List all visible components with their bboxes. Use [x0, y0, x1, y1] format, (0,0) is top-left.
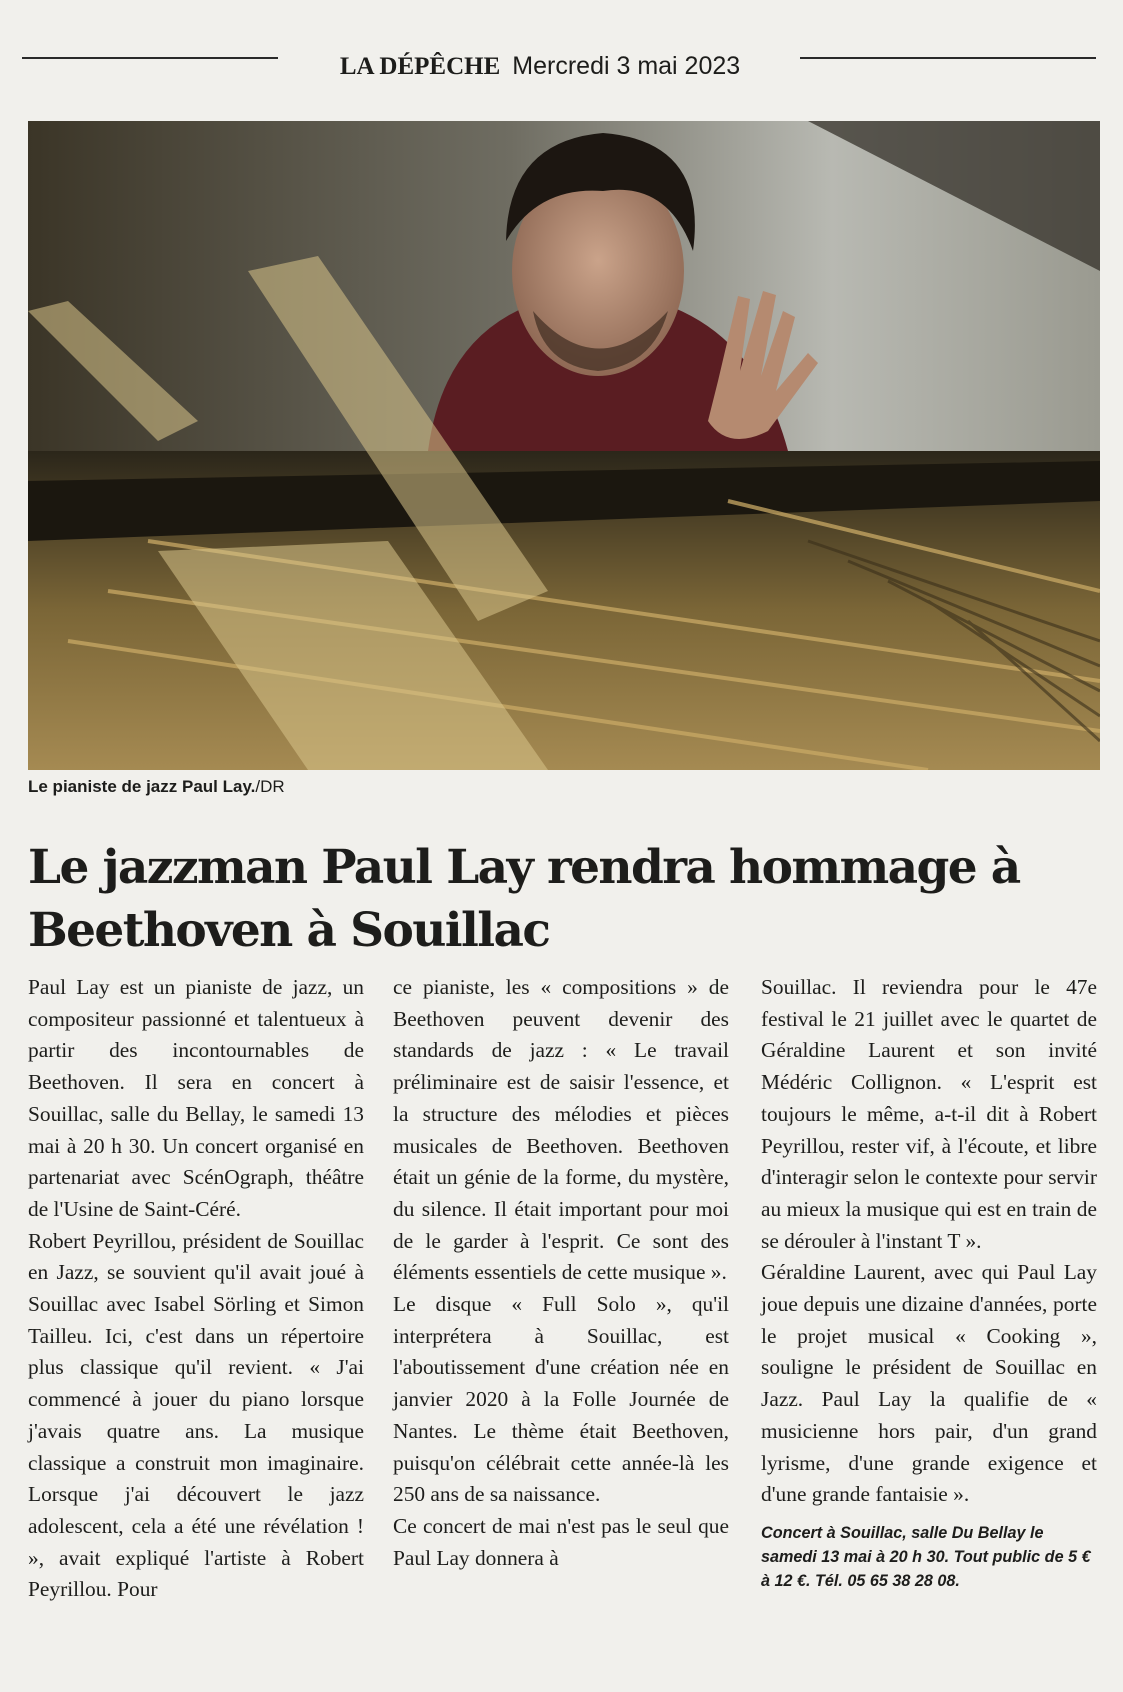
newspaper-name: LA DÉPÊCHE	[339, 53, 501, 80]
masthead-rule-right	[800, 57, 1096, 59]
article-column-2	[393, 972, 729, 1574]
paragraph: Ce concert de mai n'est pas le seul que Paul Lay donnera à	[393, 1513, 729, 1570]
paragraph: Le disque « Full Solo », qu'il interprétera à Souillac, est l'aboutissement d'une création née en janvier 2020 à la Folle Journée de Nantes. Le thème était Beethoven, puisqu'on célébrait cette année-là les 250 ans de sa naissance.	[393, 1292, 729, 1507]
paragraph: Géraldine Laurent, avec qui Paul Lay joue depuis une dizaine d'années, porte le projet musical « Cooking », souligne le président de Souillac en Jazz. Paul Lay la qualifie de « musicienne hors pair, d'un grand lyrisme, d'une grande exigence et d'une grande fantaisie ».	[761, 1260, 1097, 1507]
masthead-rule-left	[22, 57, 278, 59]
concert-info: Concert à Souillac, salle Du Bellay le samedi 13 mai à 20 h 30. Tout public de 5 € à 12 €. Tél. 05 65 38 28 08.	[761, 1523, 1091, 1590]
pianist-photo	[28, 121, 1100, 770]
headline-line-1: Le jazzman Paul Lay rendra hommage à	[28, 840, 1020, 895]
masthead	[290, 52, 790, 92]
article-headline	[28, 836, 1108, 962]
article-column-1	[28, 972, 364, 1606]
headline-line-2: Beethoven à Souillac	[28, 903, 550, 958]
caption-credit: /DR	[255, 777, 285, 796]
issue-date: Mercredi 3 mai 2023	[512, 52, 741, 80]
paragraph: ce pianiste, les « compositions » de Beethoven peuvent devenir des standards de jazz : « Le travail préliminaire est de saisir l'essence, et la structure des mélodies et pièces musicales de Beethoven. Beethoven était un génie de la forme, du mystère, du silence. Il était important pour moi de le garder à l'esprit. Ce sont des éléments essentiels de cette musique ».	[393, 975, 729, 1285]
article-column-3	[761, 972, 1097, 1593]
caption-text: Le pianiste de jazz Paul Lay.	[28, 777, 256, 796]
paragraph: Souillac. Il reviendra pour le 47e festival le 21 juillet avec le quartet de Géraldine Laurent et son invité Médéric Collignon. « L'esprit est toujours le même, a-t-il dit à Robert Peyrillou, rester vif, à l'écoute, et libre d'interagir selon le contexte pour servir au mieux la musique qui est en train de se dérouler à l'instant T ».	[761, 975, 1097, 1253]
paragraph: Paul Lay est un pianiste de jazz, un compositeur passionné et talentueux à partir des incontournables de Beethoven. Il sera en concert à Souillac, salle du Bellay, le samedi 13 mai à 20 h 30. Un concert organisé en partenariat avec ScénOgraph, théâtre de l'Usine de Saint-Céré.	[28, 975, 364, 1221]
photo-caption	[28, 777, 728, 797]
paragraph: Robert Peyrillou, président de Souillac en Jazz, se souvient qu'il avait joué à Souillac avec Isabel Sörling et Simon Tailleu. Ici, c'est dans un répertoire plus classique qu'il revient. « J'ai commencé à jouer du piano lorsque j'avais quatre ans. La musique classique a construit mon imaginaire. Lorsque j'ai découvert le jazz adolescent, cela a été une révélation ! », avait expliqué l'artiste à Robert Peyrillou. Pour	[28, 1228, 364, 1602]
